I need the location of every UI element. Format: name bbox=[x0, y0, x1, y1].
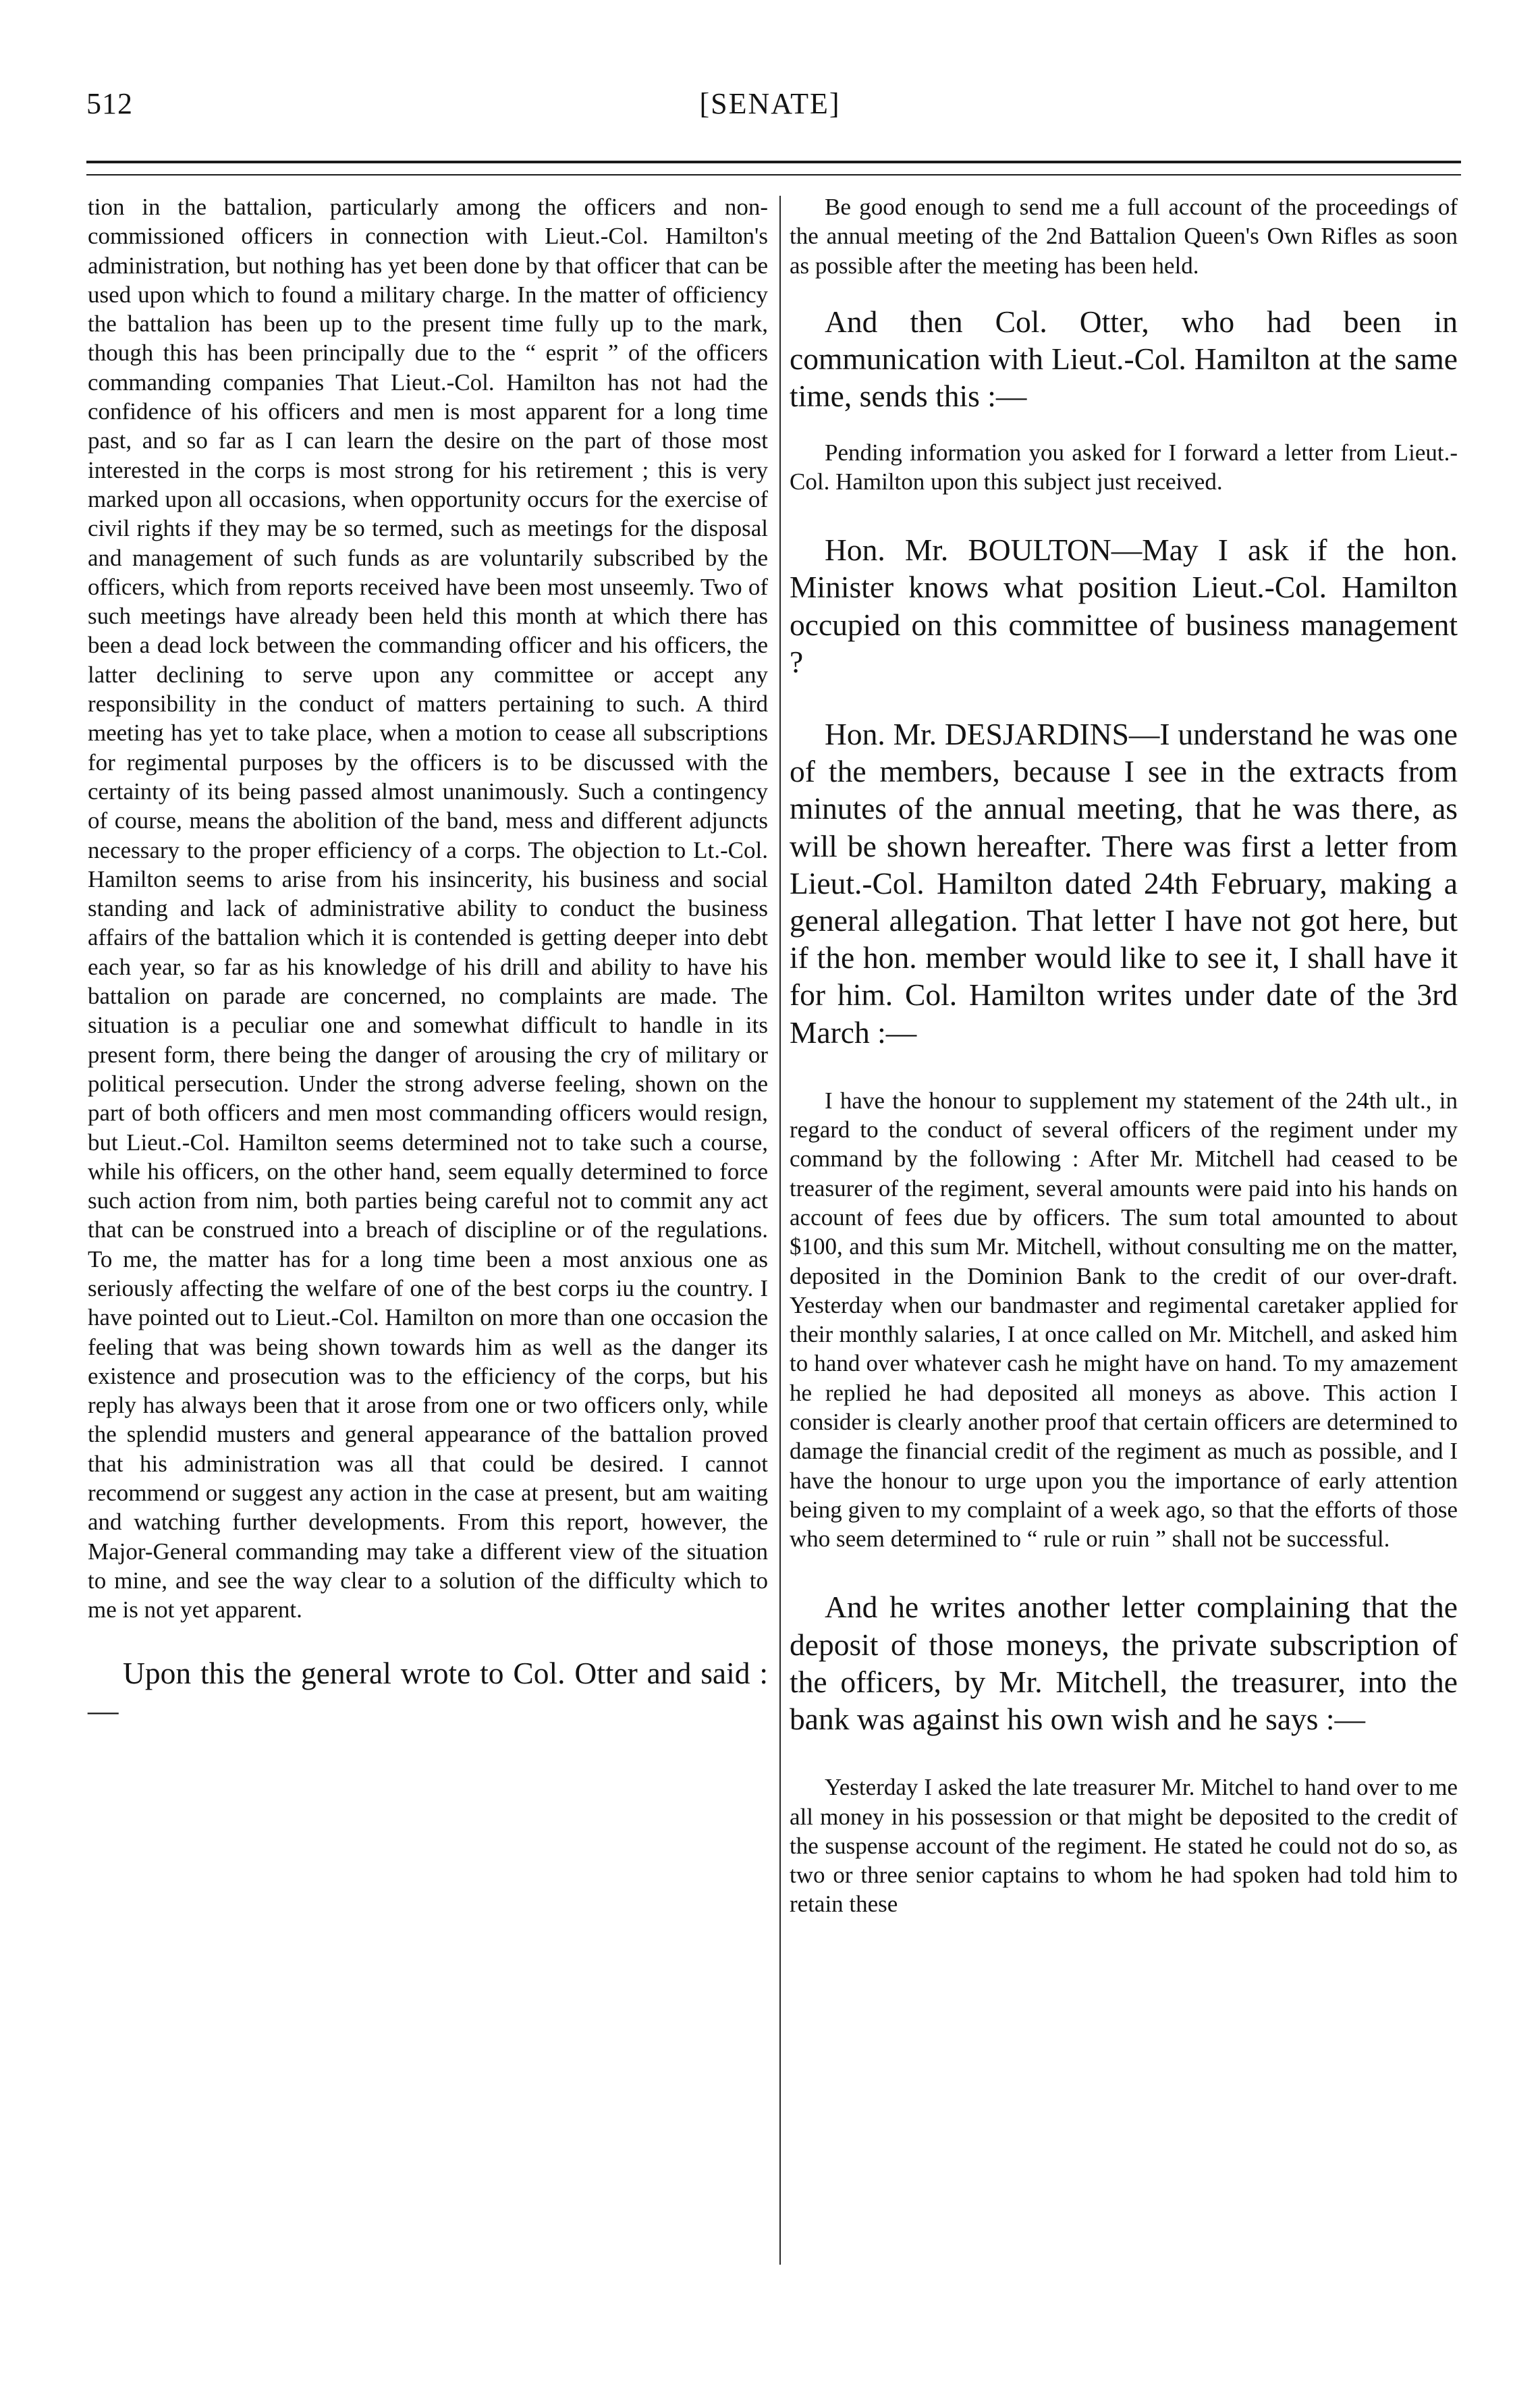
column-divider bbox=[779, 196, 781, 2265]
quoted-letter-paragraph: Be good enough to send me a full account of the proceedings of the annual meeting of the 2nd Battalion Queen's Own Rifles as soon as possible after the meeting has been held. bbox=[790, 194, 1458, 279]
quoted-report-paragraph: tion in the battalion, particularly among the officers and non-commissioned officers in connection with Lieut.-Col. Hamilton's administration, but nothing has yet been done by that officer that can be used upon which to found a military charge. In the matter of officiency the battalion has been up to the present time fully up to the mark, though this has been principally due to the “ esprit ” of the officers commanding companies That Lieut.-Col. Hamilton has not had the confidence of his officers and men is most apparent for a long time past, and so far as I can learn the desire on the part of those most interested in the corps is most strong for his retirement ; this is very marked upon all occasions, when opportunity occurs for the exercise of civil rights if they may be so termed, such as meetings for the disposal and management of such funds as are voluntarily subscribed by the officers, which from reports received have been most unseemly. Two of such meetings have already been held this month at which there has been a dead lock between the commanding officer and his officers, the latter declining to serve upon any committee or accept any responsibility in the conduct of matters pertaining to such. A third meeting has yet to take place, when a motion to cease all subscriptions for regimental purposes by the officers is to be discussed with the certainty of its being passed almost unanimously. Such a contingency of course, means the abolition of the band, mess and different adjuncts necessary to the proper efficiency of a corps. The objection to Lt.-Col. Hamilton seems to arise from his insincerity, his business and social standing and lack of administrative ability to conduct the business affairs of the battalion which it is contended is getting deeper into debt each year, so far as his knowledge of his drill and ability to have his battalion on parade are concerned, no complaints are made. The situation is a peculiar one and somewhat difficult to handle in its present form, there being the danger of arousing the cry of military or political persecution. Under the strong adverse feeling, shown on the part of both officers and men most commanding officers would resign, but Lieut.-Col. Hamilton seems determined not to take such a course, while his officers, on the other hand, seem equally determined to force such action from nim, both parties being careful not to commit any act that can be construed into a breach of discipline or of the regulations. To me, the matter has for a long time been a most anxious one as seriously affecting the welfare of one of the best corps iu the country. I have pointed out to Lieut.-Col. Hamilton on more than one occasion the feeling that was being shown towards him as well as the danger its existence and prosecution was to the efficiency of the corps, but his reply has always been that it arose from one or two officers only, while the splendid musters and general appearance of the battalion proved that his administration was all that could be desired. I cannot recommend or suggest any action in the case at present, but am waiting and watching further developments. From this report, however, the Major-General commanding may take a different view of the situation to mine, and see the way clear to a solution of the difficulty which to me is not yet apparent. bbox=[88, 194, 768, 1623]
quoted-letter-paragraph: Pending information you asked for I forward a letter from Lieut.-Col. Hamilton upon this subject just received. bbox=[790, 439, 1458, 495]
header-rule-thin bbox=[86, 174, 1461, 176]
speech-paragraph-boulton: Hon. Mr. BOULTON—May I ask if the hon. Minister knows what position Lieut.-Col. Hamilton occupied on this committee of business management ? bbox=[790, 533, 1458, 679]
header-rule-thick bbox=[86, 161, 1461, 163]
right-column bbox=[790, 192, 1458, 1919]
left-column bbox=[88, 192, 768, 1729]
speech-paragraph-desjardins: Hon. Mr. DESJARDINS—I understand he was one of the members, because I see in the extracts from minutes of the annual meeting, that he was there, as will be shown hereafter. There was first a letter from Lieut.-Col. Hamilton dated 24th February, making a general allegation. That letter I have not got here, but if the hon. member would like to see it, I shall have it for him. Col. Hamilton writes under date of the 3rd March :— bbox=[790, 716, 1458, 1050]
page-number: 512 bbox=[86, 87, 133, 120]
quoted-letter-paragraph: Yesterday I asked the late treasurer Mr. Mitchel to hand over to me all money in his possession or that might be deposited to the credit of the suspense account of the regiment. He stated he could not do so, as two or three senior captains to whom he had spoken had told him to retain these bbox=[790, 1774, 1458, 1918]
speech-paragraph: And then Col. Otter, who had been in communication with Lieut.-Col. Hamilton at the same time, sends this :— bbox=[790, 304, 1458, 414]
quoted-letter-paragraph: I have the honour to supplement my statement of the 24th ult., in regard to the conduct of several officers of the regiment under my command by the following : After Mr. Mitchell had ceased to be treasurer of the regiment, several amounts were paid into his hands on account of fees due by officers. The sum total amounted to about $100, and this sum Mr. Mitchell, without consulting me on the matter, deposited in the Dominion Bank to the credit of our over-draft. Yesterday when our bandmaster and regimental caretaker applied for their monthly salaries, I at once called on Mr. Mitchell, and asked him to hand over whatever cash he might have on hand. To my amazement he replied he had deposited all moneys as above. This action I consider is clearly another proof that certain officers are determined to damage the financial credit of the regiment as much as possible, and I have the honour to urge upon you the importance of early attention being given to my complaint of a week ago, so that the efforts of those who seem determined to “ rule or ruin ” shall not be successful. bbox=[790, 1087, 1458, 1553]
running-head: [SENATE] bbox=[699, 87, 841, 120]
speech-paragraph: Upon this the general wrote to Col. Otter and said :— bbox=[88, 1655, 768, 1727]
speech-paragraph: And he writes another letter complaining that the deposit of those moneys, the private subscription of the officers, by Mr. Mitchell, the treasurer, into the bank was against his own wish and he says :— bbox=[790, 1590, 1458, 1737]
